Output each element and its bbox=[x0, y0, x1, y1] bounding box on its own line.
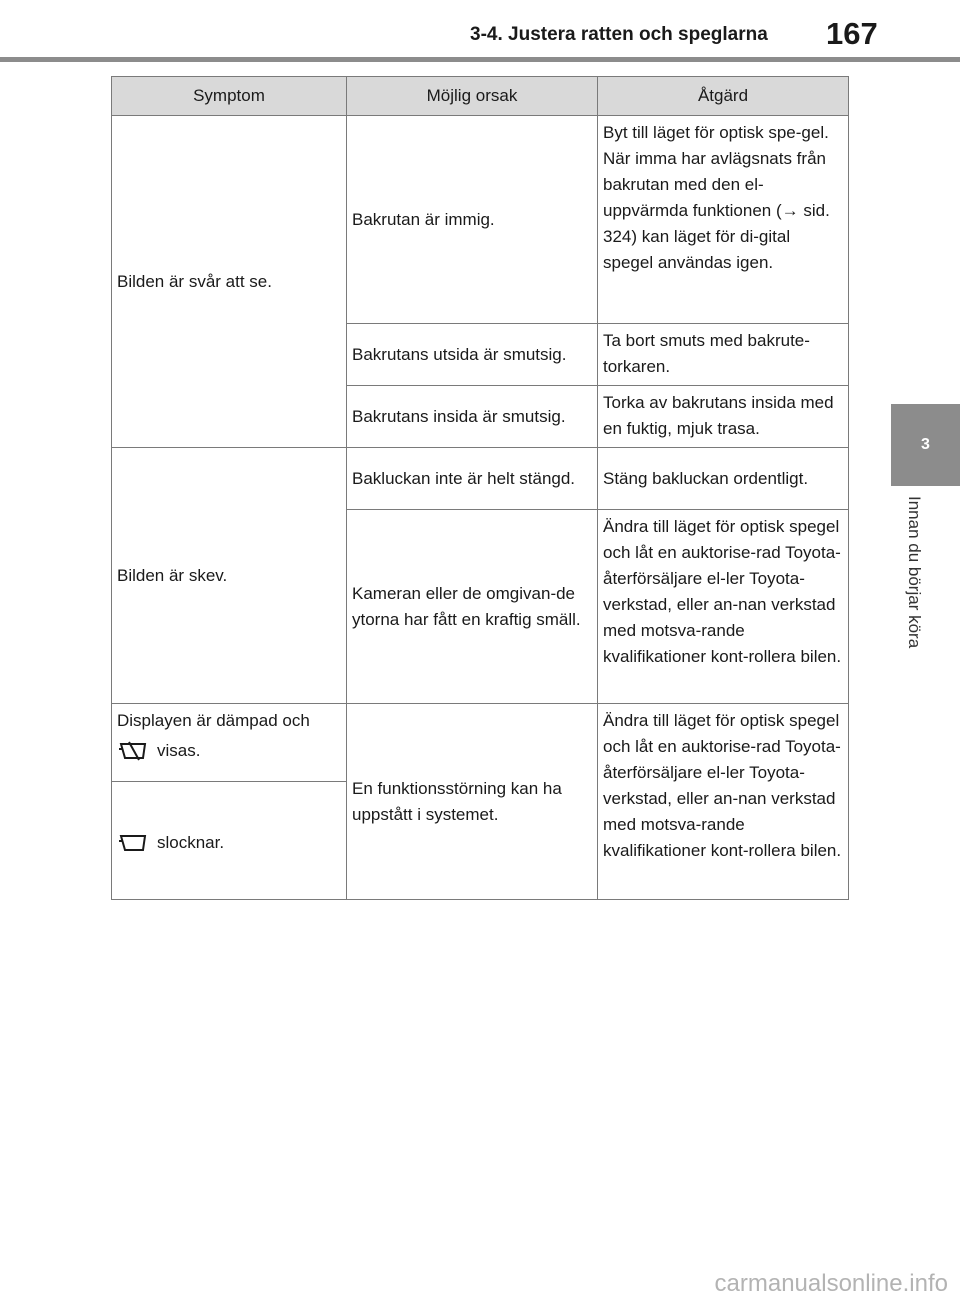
column-header-symptom: Symptom bbox=[112, 77, 347, 116]
table-row bbox=[112, 448, 849, 510]
mirror-crossed-icon bbox=[117, 741, 149, 761]
cause-cell: Kameran eller de omgivan-de ytorna har fått en kraftig smäll. bbox=[347, 510, 598, 704]
symptom-cell-dimmed bbox=[112, 704, 347, 782]
table-row bbox=[112, 116, 849, 324]
cause-cell: Bakluckan inte är helt stängd. bbox=[347, 448, 598, 510]
action-cell: Byt till läget för optisk spe-gel. När imma har avlägsnats från bakrutan med den el-uppvärmda funktionen (→ sid. 324) kan läget för di-gital spegel användas igen. bbox=[598, 116, 849, 324]
action-cell: Ändra till läget för optisk spegel och låt en auktorise-rad Toyota-återförsäljare el-ler Toyota-verkstad, eller an-nan verkstad med motsva-rande kvalifikationer kont-rollera bilen. bbox=[598, 510, 849, 704]
symptom-text: slocknar. bbox=[157, 832, 225, 852]
table-header-row bbox=[112, 77, 849, 116]
cause-cell: Bakrutans utsida är smutsig. bbox=[347, 324, 598, 386]
action-cell: Ta bort smuts med bakrute-torkaren. bbox=[598, 324, 849, 386]
watermark: carmanualsonline.info bbox=[714, 1270, 948, 1297]
symptom-cell: Bilden är svår att se. bbox=[112, 116, 347, 448]
column-header-action: Åtgärd bbox=[598, 77, 849, 116]
symptom-text: Displayen är dämpad och bbox=[117, 711, 310, 730]
symptom-text: visas. bbox=[157, 741, 201, 760]
action-cell: Torka av bakrutans insida med en fuktig, mjuk trasa. bbox=[598, 386, 849, 448]
cause-cell: Bakrutan är immig. bbox=[347, 116, 598, 324]
symptom-icon-line bbox=[117, 830, 341, 856]
chapter-tab bbox=[891, 404, 960, 486]
action-cell: Stäng bakluckan ordentligt. bbox=[598, 448, 849, 510]
page-number: 167 bbox=[826, 16, 878, 51]
chapter-label: Innan du börjar köra bbox=[905, 496, 924, 649]
header-rule bbox=[0, 57, 960, 62]
symptom-cell: Bilden är skev. bbox=[112, 448, 347, 704]
mirror-icon bbox=[117, 833, 149, 853]
chapter-number: 3 bbox=[921, 436, 930, 453]
symptom-cell-off bbox=[112, 782, 347, 900]
action-cell: Ändra till läget för optisk spegel och låt en auktorise-rad Toyota-återförsäljare el-ler Toyota-verkstad, eller an-nan verkstad med motsva-rande kvalifikationer kont-rollera bilen. bbox=[598, 704, 849, 900]
symptom-icon-line bbox=[117, 738, 341, 764]
table-row bbox=[112, 704, 849, 782]
cause-cell: En funktionsstörning kan ha uppstått i systemet. bbox=[347, 704, 598, 900]
page-header-title: 3-4. Justera ratten och speglarna bbox=[470, 24, 768, 45]
symptom-table bbox=[111, 76, 849, 900]
cause-cell: Bakrutans insida är smutsig. bbox=[347, 386, 598, 448]
column-header-cause: Möjlig orsak bbox=[347, 77, 598, 116]
